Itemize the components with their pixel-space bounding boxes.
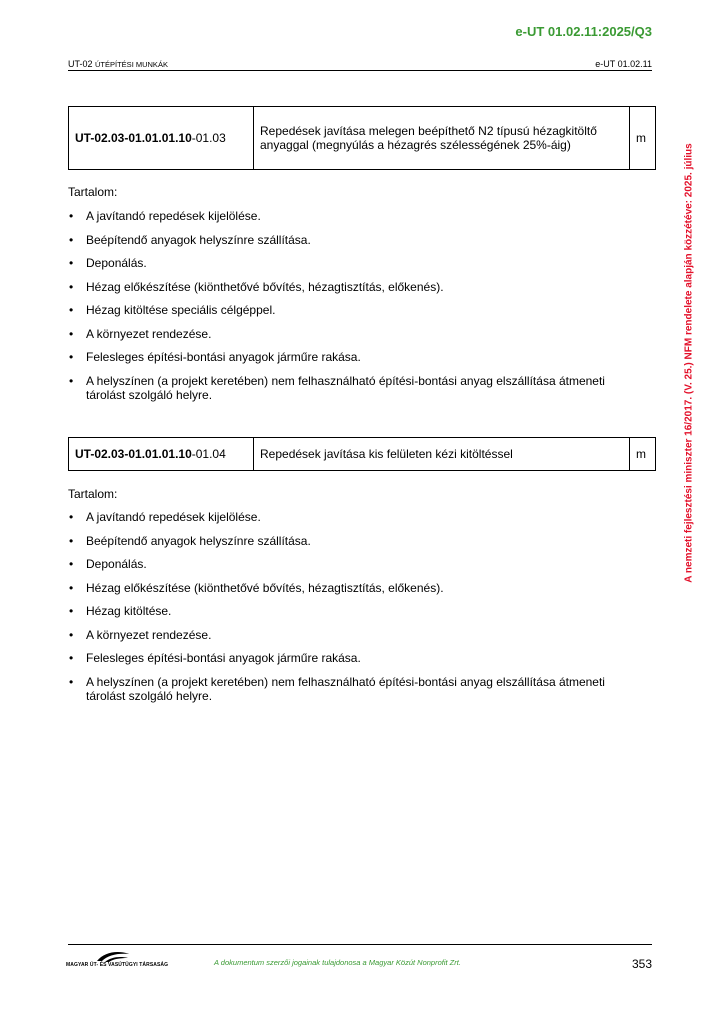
content-label: Tartalom: bbox=[68, 185, 118, 199]
item-code bbox=[69, 438, 254, 471]
side-note bbox=[681, 96, 697, 630]
list-item: • Hézag előkészítése (kiönthetővé bővítés, hézagtisztítás, előkenés). bbox=[68, 280, 628, 294]
list-item: • Deponálás. bbox=[68, 256, 628, 270]
item-code-suffix: -01.04 bbox=[191, 447, 226, 461]
society-logo bbox=[66, 950, 169, 972]
running-header-left bbox=[68, 59, 168, 69]
list-item: • A javítandó repedések kijelölése. bbox=[68, 209, 628, 223]
chapter-code: UT-02 bbox=[68, 59, 96, 69]
item-unit: m bbox=[630, 438, 656, 471]
item-table bbox=[68, 106, 656, 170]
footer-divider bbox=[68, 944, 652, 945]
list-item: • A környezet rendezése. bbox=[68, 628, 628, 642]
list-item: • Hézag kitöltése speciális célgéppel. bbox=[68, 303, 628, 317]
item-table bbox=[68, 437, 656, 471]
list-item: • Beépítendő anyagok helyszínre szállítása. bbox=[68, 233, 628, 247]
chapter-title: ÚTÉPÍTÉSI MUNKÁK bbox=[95, 60, 168, 69]
page-number: 353 bbox=[631, 957, 652, 971]
item-code-suffix: -01.03 bbox=[191, 131, 226, 145]
logo-text: MAGYAR ÚT- ÉS VASÚTÜGYI TÁRSASÁG bbox=[66, 962, 169, 968]
item-code-main: UT-02.03-01.01.01.10 bbox=[75, 447, 192, 461]
item-code bbox=[69, 107, 254, 170]
list-item: • Hézag előkészítése (kiönthetővé bővítés, hézagtisztítás, előkenés). bbox=[68, 581, 628, 595]
item-description: Repedések javítása melegen beépíthető N2 típusú hézagkitöltő anyaggal (megnyúlás a hézagrés szélességének 25%-áig) bbox=[254, 107, 630, 170]
item-unit: m bbox=[630, 107, 656, 170]
list-item: • A környezet rendezése. bbox=[68, 327, 628, 341]
list-item: • Felesleges építési-bontási anyagok járműre rakása. bbox=[68, 651, 628, 665]
content-list bbox=[68, 209, 628, 411]
copyright-notice: A dokumentum szerzői jogainak tulajdonosa a Magyar Közút Nonprofit Zrt. bbox=[214, 958, 461, 967]
list-item: • A javítandó repedések kijelölése. bbox=[68, 510, 628, 524]
content-list bbox=[68, 510, 628, 712]
list-item: • A helyszínen (a projekt keretében) nem felhasználható építési-bontási anyag elszállítása átmeneti tárolást szolgáló helyre. bbox=[68, 374, 628, 402]
list-item: • Hézag kitöltése. bbox=[68, 604, 628, 618]
list-item: • Felesleges építési-bontási anyagok járműre rakása. bbox=[68, 350, 628, 364]
list-item: • Deponálás. bbox=[68, 557, 628, 571]
item-code-main: UT-02.03-01.01.01.10 bbox=[75, 131, 192, 145]
running-header-right: e-UT 01.02.11 bbox=[595, 59, 652, 69]
document-code: e-UT 01.02.11:2025/Q3 bbox=[515, 24, 652, 39]
list-item: • Beépítendő anyagok helyszínre szállítása. bbox=[68, 534, 628, 548]
side-note-text: A nemzeti fejlesztési miniszter 16/2017. (V. 25.) NFM rendelete alapján közzétéve: 2025. július bbox=[683, 143, 695, 583]
list-item: • A helyszínen (a projekt keretében) nem felhasználható építési-bontási anyag elszállítása átmeneti tárolást szolgáló helyre. bbox=[68, 675, 628, 703]
header-divider bbox=[68, 70, 652, 71]
content-label: Tartalom: bbox=[68, 487, 118, 501]
item-description: Repedések javítása kis felületen kézi kitöltéssel bbox=[254, 438, 630, 471]
